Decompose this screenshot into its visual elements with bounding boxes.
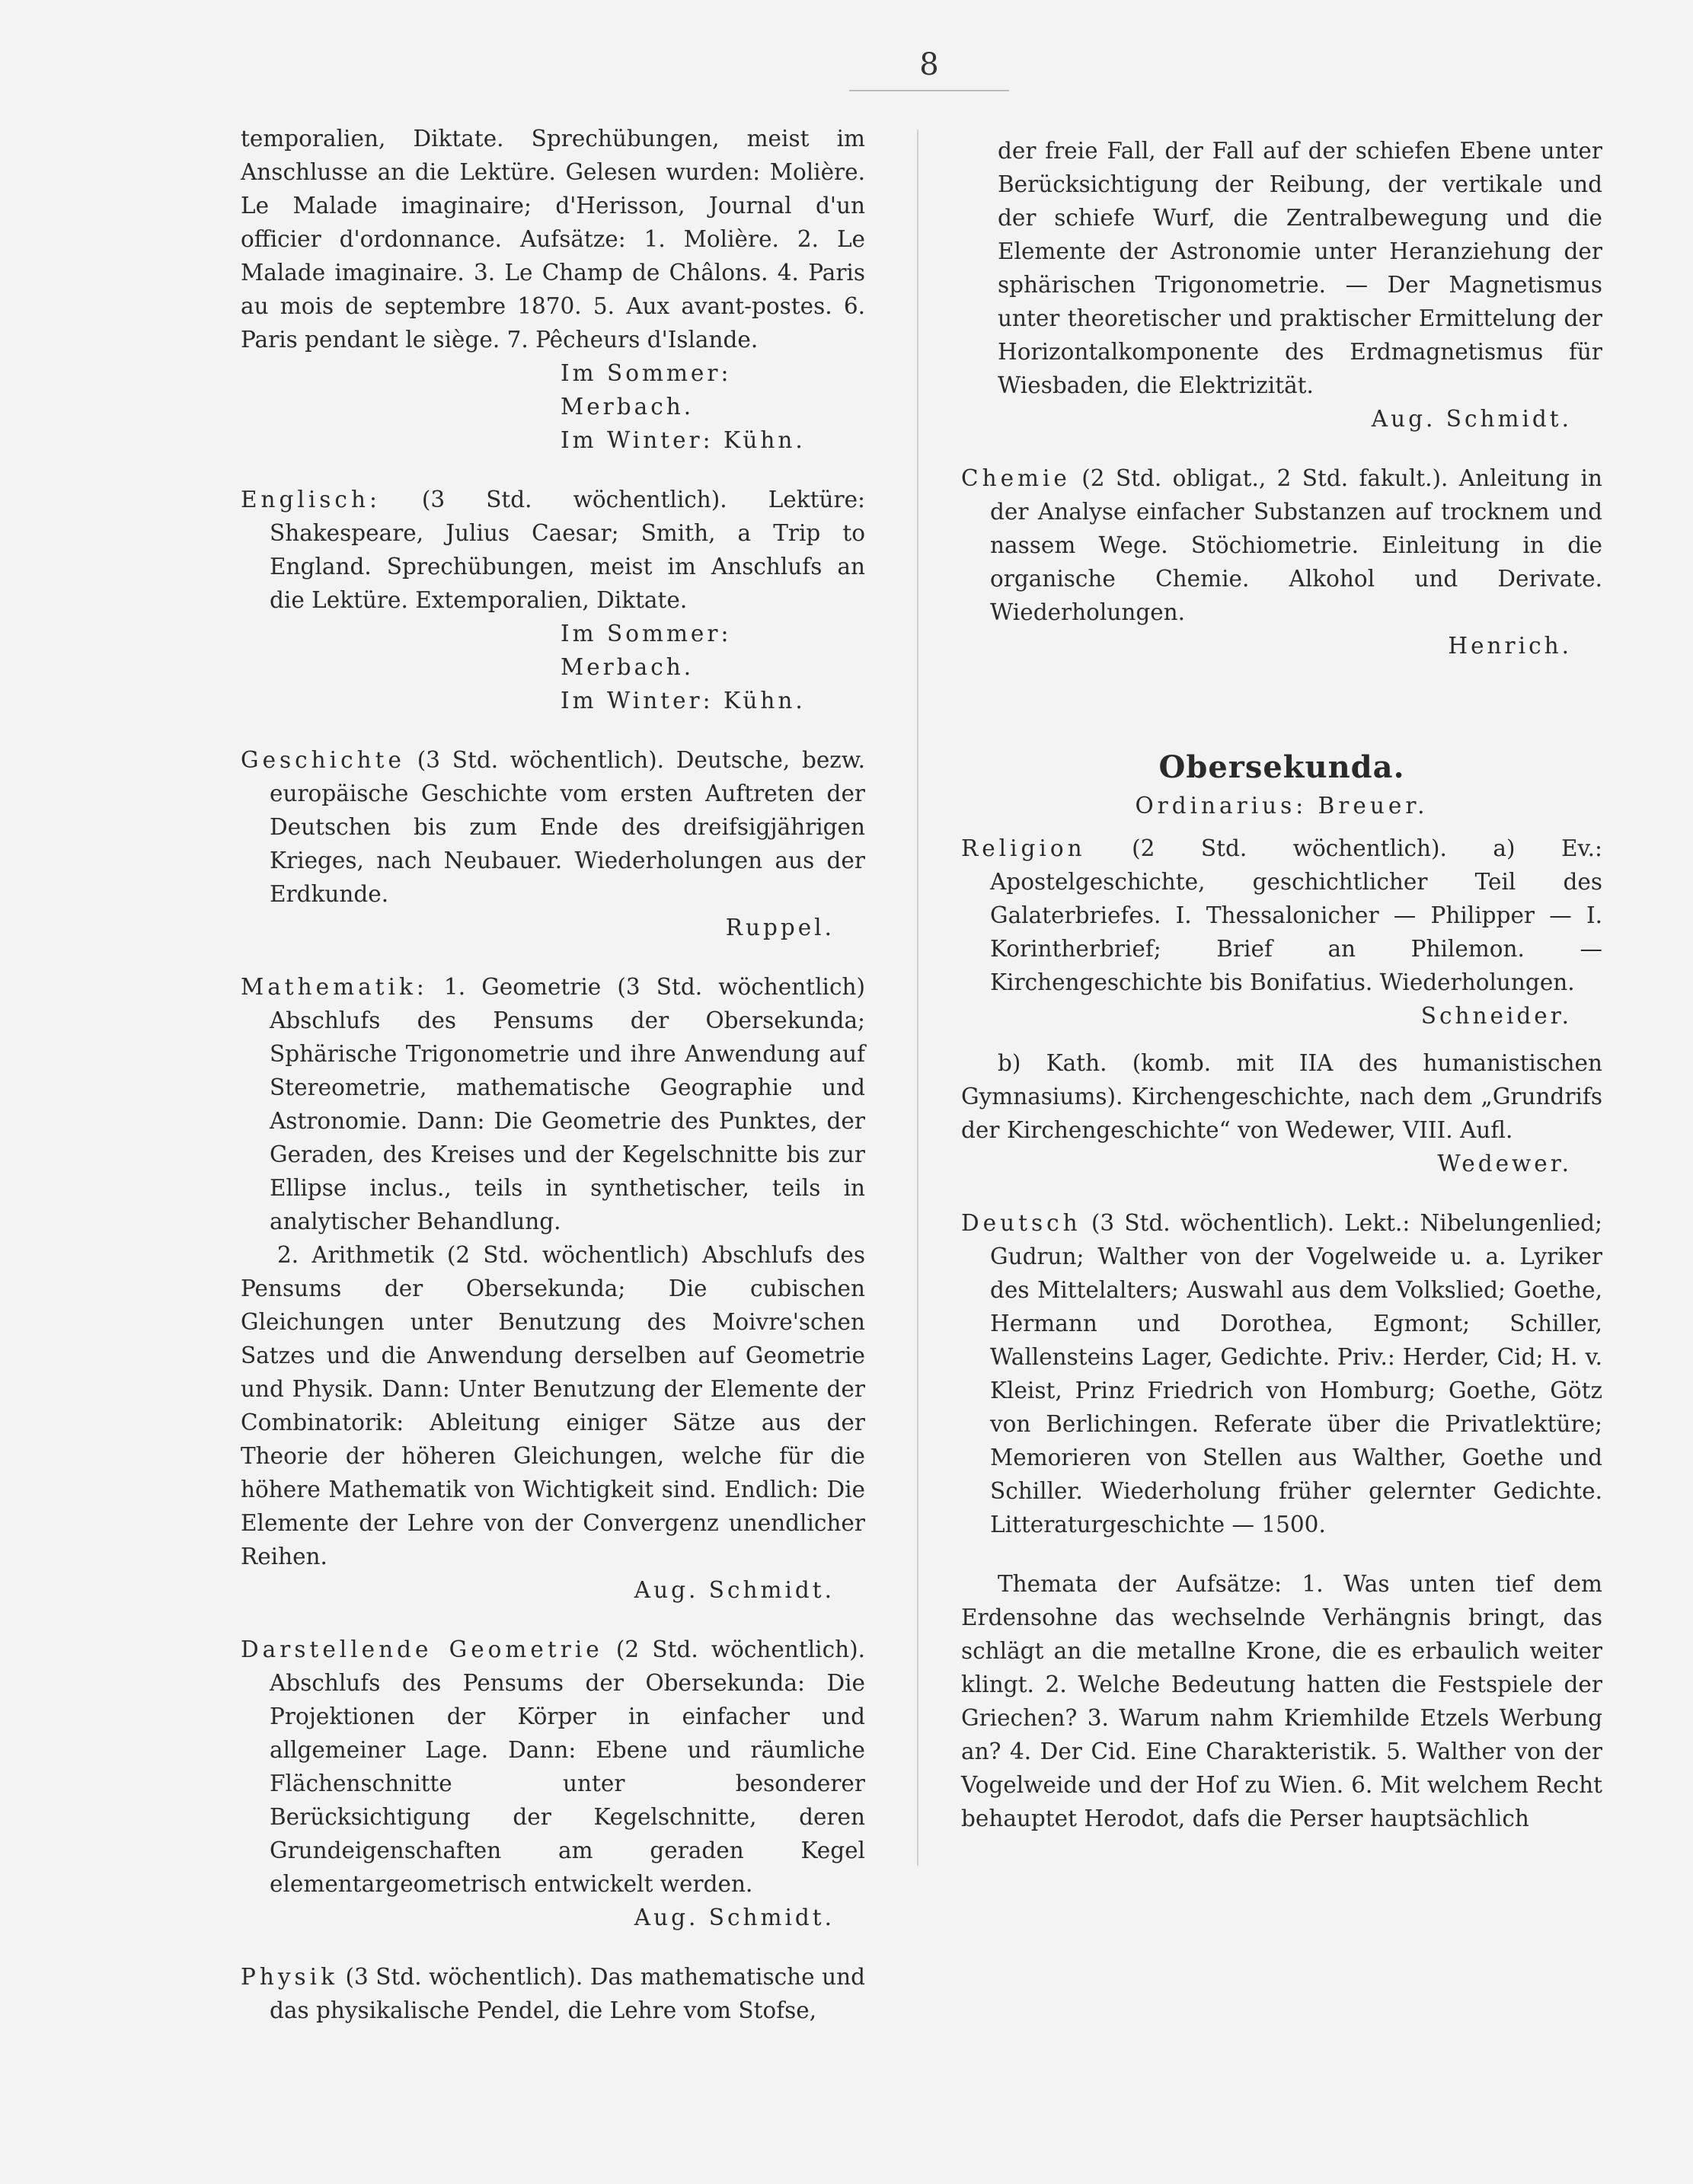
englisch-text: (3 Std. wöchentlich). Lektüre: Shakespeare, Julius Caesar; Smith, a Trip to England. Sprechübungen, meist im Anschlufs an die Lektüre. Extemporalien, Diktate. (270, 487, 865, 613)
deutsch-body (961, 1206, 1602, 1541)
entry-physik (241, 1960, 865, 2027)
deutsch-text: (3 Std. wöchentlich). Lekt.: Nibelungenlied; Gudrun; Walther von der Vogelweide u. a. Lyriker des Mittelalters; Auswahl aus dem Volkslied; Goethe, Hermann und Dorothea, Egmont; Schiller, Wallensteins Lager, Gedichte. Priv.: Herder, Cid; H. v. Kleist, Prinz Friedrich von Homburg; Goethe, Götz von Berlichingen. Referate über die Privatlektüre; Memorieren von Stellen aus Walther, Goethe und Schiller. Wiederholung früher gelernter Gedichte. Litteraturgeschichte — 1500. (990, 1210, 1602, 1537)
geschichte-teacher: Ruppel. (725, 915, 835, 940)
right-column (961, 134, 1602, 1835)
mathematik-title: Mathematik: (241, 974, 428, 1000)
chemie-text: (2 Std. obligat., 2 Std. fakult.). Anleitung in der Analyse einfacher Substanzen auf trocknem und nassem Wege. Stöchiometrie. Einleitung in die organische Chemie. Alkohol und Derivate. Wiederholungen. (990, 465, 1602, 625)
religion-body (961, 832, 1602, 999)
physik-title: Physik (241, 1964, 338, 1990)
chemie-teacher: Henrich. (1448, 633, 1572, 659)
darstellende-teacher: Aug. Schmidt. (634, 1905, 835, 1930)
englisch-title: Englisch: (241, 487, 381, 512)
chemie-title: Chemie (961, 465, 1071, 491)
entry-darstellende-geometrie (241, 1633, 865, 1901)
physik-teacher: Aug. Schmidt. (1371, 406, 1572, 432)
entry-deutsch (961, 1206, 1602, 1541)
mathematik-arithmetik: 2. Arithmetik (2 Std. wöchentlich) Abschlufs des Pensums der Obersekunda; Die cubischen Gleichungen unter Benutzung des Moivre'schen Satzes und die Anwendung derselben auf Geometrie und Physik. Dann: Unter Benutzung der Elemente der Combinatorik: Ableitung einiger Sätze aus der Theorie der höheren Gleichungen, welche für die höhere Mathematik von Wichtigkeit sind. Endlich: Die Elemente der Lehre von der Convergenz unendlicher Reihen. (241, 1242, 865, 1569)
religion-teacher-kath: Wedewer. (1437, 1151, 1572, 1177)
teacher-summer: Im Sommer: Merbach. (561, 360, 732, 420)
darstellende-body (241, 1633, 865, 1901)
geschichte-body (241, 743, 865, 911)
deutsch-title: Deutsch (961, 1210, 1081, 1236)
entry-chemie (961, 461, 1602, 629)
religion-teacher-ev: Schneider. (1420, 1003, 1572, 1029)
geschichte-title: Geschichte (241, 747, 405, 773)
header-rule (849, 90, 1009, 91)
left-column (241, 122, 865, 2027)
physik-continued: der freie Fall, der Fall auf der schiefen Ebene unter Berücksichtigung der Reibung, der vertikale und der schiefe Wurf, die Zentralbewegung und die Elemente der Astronomie unter Heranziehung der sphärischen Trigonometrie. — Der Magnetismus unter theoretischer und praktischer Ermittelung der Horizontalkomponente des Erdmagnetismus für Wiesbaden, die Elektrizität. (998, 138, 1602, 398)
entry-englisch (241, 483, 865, 617)
mathematik-teacher: Aug. Schmidt. (634, 1577, 835, 1603)
darstellende-text: (2 Std. wöchentlich). Abschlufs des Pensums der Obersekunda: Die Projektionen der Körper in einfacher und allgemeiner Lage. Dann: Ebene und räumliche Flächenschnitte unter besonderer Berücksichtigung der Kegelschnitte, deren Grundeigenschaften am geraden Kegel elementargeometrisch entwickelt werden. (270, 1636, 865, 1897)
englisch-teacher-winter: Im Winter: Kühn. (561, 688, 806, 714)
section-ordinarius: Ordinarius: Breuer. (1135, 793, 1429, 819)
page-number: 8 (919, 47, 939, 82)
teacher-winter: Im Winter: Kühn. (561, 427, 806, 453)
themata-paragraph: Themata der Aufsätze: 1. Was unten tief dem Erdensohne das wechselnde Verhängnis bringt, das schlägt an die metallne Krone, die es erbaulich weiter klingt. 2. Welche Bedeutung hatten die Festspiele der Griechen? 3. Warum nahm Kriemhilde Etzels Werbung an? 4. Der Cid. Eine Charakteristik. 5. Walther von der Vogelweide und der Hof zu Wien. 6. Mit welchem Recht behauptet Herodot, dafs die Perser hauptsächlich (961, 1571, 1602, 1831)
englisch-body (241, 483, 865, 617)
englisch-teacher-summer: Im Sommer: Merbach. (561, 621, 732, 680)
paragraph-intro (241, 122, 865, 356)
mathematik-text-1: 1. Geometrie (3 Std. wöchentlich) Abschlufs des Pensums der Obersekunda; Sphärische Trigonometrie und ihre Anwendung auf Stereometrie, mathematische Geographie und Astronomie. Dann: Die Geometrie des Punktes, der Geraden, des Kreises und der Kegelschnitte bis zur Ellipse inclus., teils in synthetischer, teils in analytischer Behandlung. (270, 974, 865, 1234)
entry-religion (961, 832, 1602, 999)
intro-text: temporalien, Diktate. Sprechübungen, meist im Anschlusse an die Lektüre. Gelesen wurden: Molière. Le Malade imaginaire; d'Herisson, Journal d'un officier d'ordonnance. Aufsätze: 1. Molière. 2. Le Malade imaginaire. 3. Le Champ de Châlons. 4. Paris au mois de septembre 1870. 5. Aux avant-postes. 6. Paris pendant le siège. 7. Pêcheurs d'Islande. (241, 126, 865, 353)
religion-text: (2 Std. wöchentlich). a) Ev.: Apostelgeschichte, geschichtlicher Teil des Galaterbriefes. I. Thessalonicher — Philipper — I. Korintherbrief; Brief an Philemon. — Kirchengeschichte bis Bonifatius. Wiederholungen. (990, 835, 1602, 995)
entry-mathematik (241, 970, 865, 1238)
geschichte-text: (3 Std. wöchentlich). Deutsche, bezw. europäische Geschichte vom ersten Auftreten der Deutschen bis zum Ende des dreifsigjährigen Krieges, nach Neubauer. Wiederholungen aus der Erdkunde. (270, 747, 865, 907)
column-divider (917, 129, 918, 1866)
mathematik-body (241, 970, 865, 1238)
darstellende-title: Darstellende Geometrie (241, 1636, 603, 1662)
section-heading: Obersekunda. (1158, 749, 1405, 785)
religion-title: Religion (961, 835, 1086, 861)
physik-text: (3 Std. wöchentlich). Das mathematische und das physikalische Pendel, die Lehre vom Stofse, (270, 1964, 865, 2023)
religion-kath: b) Kath. (komb. mit IIA des humanistischen Gymnasiums). Kirchengeschichte, nach dem „Grundrifs der Kirchengeschichte“ von Wedewer, VIII. Aufl. (961, 1050, 1602, 1143)
physik-body (241, 1960, 865, 2027)
chemie-body (961, 461, 1602, 629)
entry-geschichte (241, 743, 865, 911)
